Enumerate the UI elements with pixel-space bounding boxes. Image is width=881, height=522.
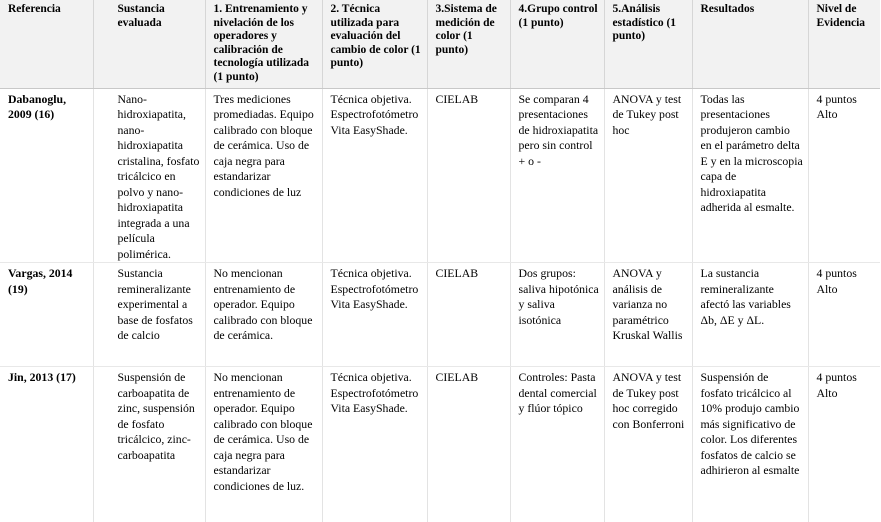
table-row <box>0 263 880 367</box>
cell-sustancia: Nano-hidroxiapatita, nano-hidroxiapatita cristalina, fosfato tricálcico en polvo y nano-hidroxiapatita integrada a una película polimérica. <box>93 88 205 263</box>
cell-analisis: ANOVA y test de Tukey post hoc corregido con Bonferroni <box>604 367 692 522</box>
cell-sustancia: Suspensión de carboapatita de zinc, suspensión de fosfato tricálcico, zinc-carboapatita <box>93 367 205 522</box>
cell-resultados: La sustancia remineralizante afectó las variables Δb, ΔE y ΔL. <box>692 263 808 367</box>
cell-analisis: ANOVA y test de Tukey post hoc <box>604 88 692 263</box>
cell-grupo: Se comparan 4 presentaciones de hidroxiapatita pero sin control + o - <box>510 88 604 263</box>
header-nivel: Nivel de Evidencia <box>808 0 880 88</box>
header-sistema: 3.Sistema de medición de color (1 punto) <box>427 0 510 88</box>
header-tecnica: 2. Técnica utilizada para evaluación del cambio de color (1 punto) <box>322 0 427 88</box>
header-referencia: Referencia <box>0 0 93 88</box>
cell-grupo: Controles: Pasta dental comercial y flúor tópico <box>510 367 604 522</box>
cell-entrenamiento: No mencionan entrenamiento de operador. Equipo calibrado con bloque de cerámica. Uso de caja negra para estandarizar condiciones de luz. <box>205 367 322 522</box>
cell-tecnica: Técnica objetiva. Espectrofotómetro Vita EasyShade. <box>322 88 427 263</box>
header-row <box>0 0 880 88</box>
cell-tecnica: Técnica objetiva. Espectrofotómetro Vita EasyShade. <box>322 263 427 367</box>
cell-analisis: ANOVA y análisis de varianza no paramétrico Kruskal Wallis <box>604 263 692 367</box>
cell-nivel: 4 puntos Alto <box>808 263 880 367</box>
cell-entrenamiento: No mencionan entrenamiento de operador. Equipo calibrado con bloque de cerámica. <box>205 263 322 367</box>
cell-grupo: Dos grupos: saliva hipotónica y saliva isotónica <box>510 263 604 367</box>
cell-sistema: CIELAB <box>427 367 510 522</box>
cell-referencia: Dabanoglu, 2009 (16) <box>0 88 93 263</box>
cell-sustancia: Sustancia remineralizante experimental a base de fosfatos de calcio <box>93 263 205 367</box>
cell-referencia: Jin, 2013 (17) <box>0 367 93 522</box>
table-row <box>0 88 880 263</box>
cell-tecnica: Técnica objetiva. Espectrofotómetro Vita EasyShade. <box>322 367 427 522</box>
table-row <box>0 367 880 522</box>
header-grupo: 4.Grupo control (1 punto) <box>510 0 604 88</box>
cell-nivel: 4 puntos Alto <box>808 88 880 263</box>
cell-resultados: Suspensión de fosfato tricálcico al 10% produjo cambio más significativo de color. Los diferentes fosfatos de calcio se adhirieron al esmalte <box>692 367 808 522</box>
cell-resultados: Todas las presentaciones produjeron cambio en el parámetro delta E y en la microscopia capa de hidroxiapatita adherida al esmalte. <box>692 88 808 263</box>
header-entrenamiento: 1. Entrenamiento y nivelación de los operadores y calibración de tecnología utilizada (1 punto) <box>205 0 322 88</box>
cell-sistema: CIELAB <box>427 263 510 367</box>
header-sustancia: Sustancia evaluada <box>93 0 205 88</box>
header-analisis: 5.Análisis estadístico (1 punto) <box>604 0 692 88</box>
cell-nivel: 4 puntos Alto <box>816 370 857 400</box>
header-resultados: Resultados <box>692 0 808 88</box>
cell-entrenamiento: Tres mediciones promediadas. Equipo calibrado con bloque de cerámica. Uso de caja negra para estandarizar condiciones de luz <box>205 88 322 263</box>
cell-referencia: Vargas, 2014 (19) <box>0 263 93 367</box>
cell-sistema: CIELAB <box>427 88 510 263</box>
